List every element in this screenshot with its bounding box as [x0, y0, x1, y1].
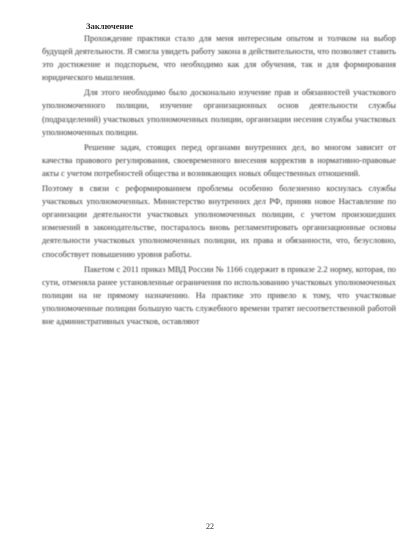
- paragraph-5: Пакетом с 2011 приказ МВД России № 1166 содержит в приказе 2.2 норму, которая, по сути, отменяла ранее установленные ограничения по использованию участковых уполномоченных полиции на не прямому назначению. На практике это привело к тому, что участковые уполномоченные полиции большую часть служебного времени тратят несоответственной работой вне административных участков, оставляют: [42, 264, 396, 326]
- page-number: 22: [206, 522, 214, 531]
- paragraph-4: Поэтому в связи с реформированием проблемы особенно болезненно коснулась службы участковых уполномоченных. Министерство внутренних дел РФ, приняв новое Наставление по организации деятельности участковых уполномоченных полиции, с учетом произошедших изменений в законодательстве, постаралось вновь регламентировать организационные основы деятельности участковых уполномоченных полиции, их права и обязанности, что, безусловно, способствует повышению уровня работы.: [42, 184, 396, 259]
- paragraph-3: Решение задач, стоящих перед органами внутренних дел, во многом зависит от качества правового регулирования, своевременного внесения корректив в нормативно-правовые акты с учетом потребностей общества и возникающих новых общественных отношений.: [42, 142, 396, 178]
- section-heading: Заключение: [86, 21, 134, 31]
- paragraph-1: Прохождение практики стало для меня интересным опытом и толчком на выбор будущей деятельности. Я смогла увидеть работу закона в действительности, что позволяет ставить это достижение и подспорьем, что необходимо как для обучения, так и для формирования юридического мышления.: [42, 34, 396, 83]
- paragraph-2: Для этого необходимо было досконально изучение прав и обязанностей участкового уполномоченного полиции, изучение организационных основ деятельности службы (подразделений) участковых уполномоченных полиции, организации несения службы участковых уполномоченных полиции.: [42, 88, 396, 137]
